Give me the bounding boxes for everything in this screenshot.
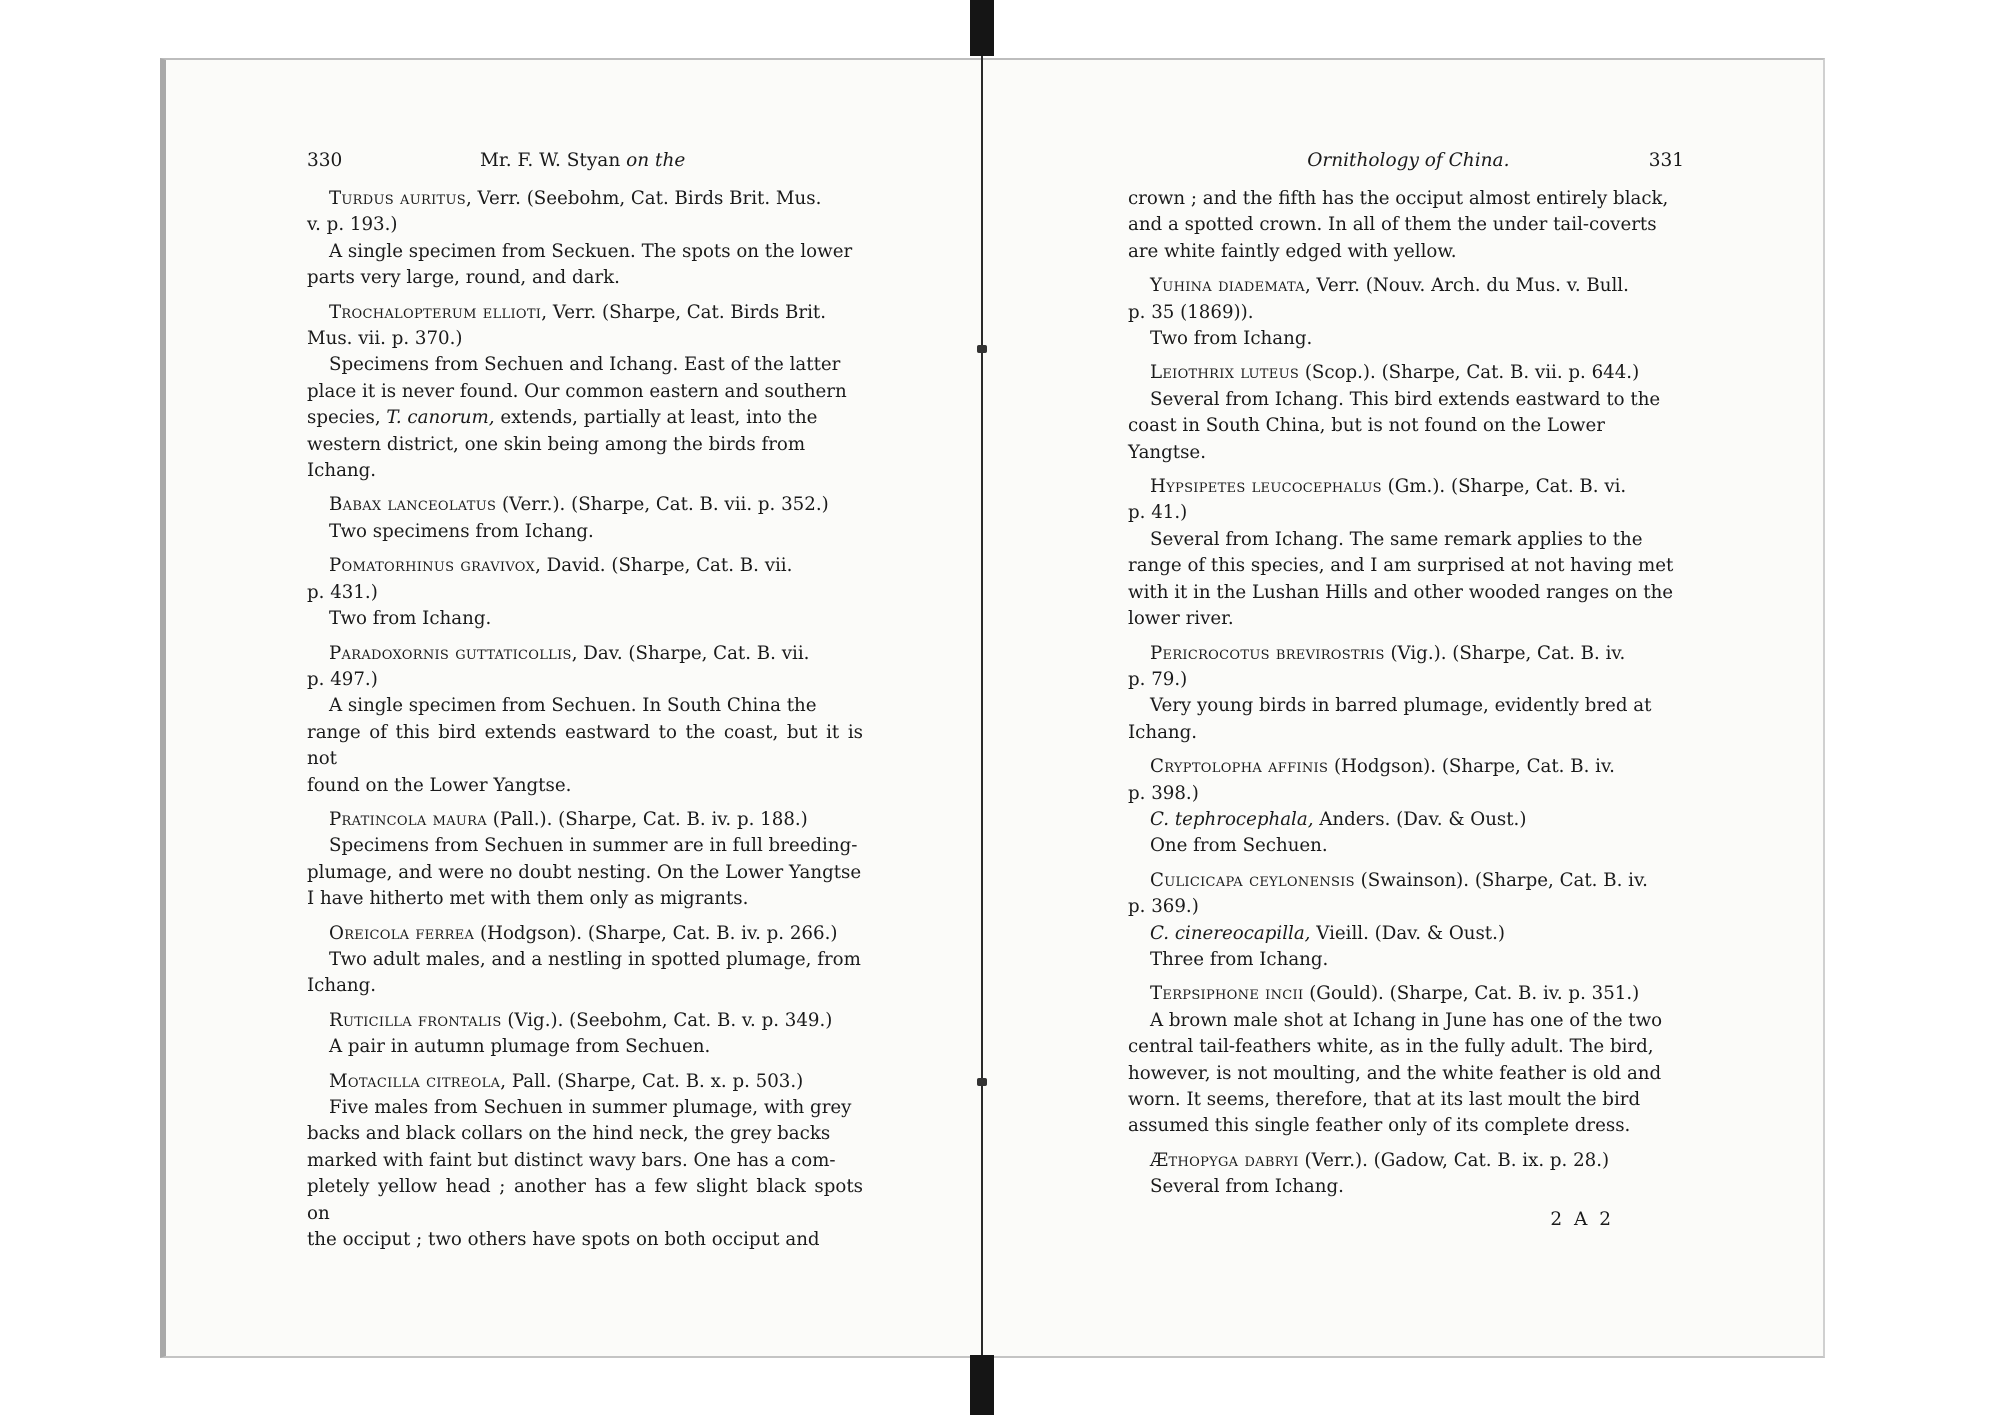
synonym-line: C. cinereocapilla, Vieill. (Dav. & Oust.) [1150,922,1505,944]
reference-cont: p. 41.) [1128,502,1188,524]
species-entry [307,186,863,292]
entry-heading: Yuhina diademata, Verr. (Nouv. Arch. du Mus. v. Bull. [1150,275,1629,297]
reference-cont: p. 79.) [1128,668,1188,690]
synonym-name: C. cinereocapilla, [1150,922,1311,944]
entry-heading: Motacilla citreola, Pall. (Sharpe, Cat. B. x. p. 503.) [329,1070,804,1092]
species-name: Cryptolopha affinis [1150,756,1329,778]
entry-heading: Æthopyga dabryi (Verr.). (Gadow, Cat. B. ix. p. 28.) [1150,1149,1610,1171]
entry-text: Yangtse. [1128,441,1206,463]
entry-text: species, T. canorum, extends, partially at least, into the [307,407,818,429]
entry-text: range of this species, and I am surprised at not having met [1128,555,1674,577]
entry-text: parts very large, round, and dark. [307,267,620,289]
reference-cont: p. 35 (1869)). [1128,301,1254,323]
entry-text: Very young birds in barred plumage, evidently bred at [1150,695,1652,717]
running-head-title: Ornithology of China. [1307,150,1510,171]
entry-heading: Terpsiphone incii (Gould). (Sharpe, Cat. B. iv. p. 351.) [1150,983,1640,1005]
entry-text: central tail-feathers white, as in the fully adult. The bird, [1128,1036,1654,1058]
species-name: Culicicapa ceylonensis [1150,869,1355,891]
entry-heading: Paradoxornis guttaticollis, Dav. (Sharpe, Cat. B. vii. [329,642,810,664]
species-entry [1128,273,1684,352]
reference-cont: p. 369.) [1128,896,1199,918]
species-name: Hypsipetes leucocephalus [1150,476,1382,498]
species-name: Babax lanceolatus [329,494,497,516]
species-name: Pratincola maura [329,808,487,830]
entry-text: Two from Ichang. [1150,328,1313,350]
entry-text: and a spotted crown. In all of them the under tail-coverts [1128,214,1657,236]
species-name: Pericrocotus brevirostris [1150,642,1385,664]
entry-heading: Leiothrix luteus (Scop.). (Sharpe, Cat. B. vii. p. 644.) [1150,362,1640,384]
entry-text: range of this bird extends eastward to the coast, but it is not [307,721,863,770]
species-name: Turdus auritus [329,188,466,209]
entry-text: are white faintly edged with yellow. [1128,240,1457,262]
entry-text: Specimens from Sechuen and Ichang. East of the latter [329,354,841,376]
entry-text: found on the Lower Yangtse. [307,774,572,796]
species-name: Yuhina diademata [1150,275,1305,297]
entry-heading: Oreicola ferrea (Hodgson). (Sharpe, Cat. B. iv. p. 266.) [329,922,838,944]
species-entry [307,921,863,1000]
entry-text: plumage, and were no doubt nesting. On the Lower Yangtse [307,861,862,883]
species-entry [1128,641,1684,747]
entry-text: A brown male shot at Ichang in June has one of the two [1150,1009,1663,1031]
entry-text: however, is not moulting, and the white feather is old and [1128,1062,1662,1084]
entry-heading: Pomatorhinus gravivox, David. (Sharpe, Cat. B. vii. [329,555,793,577]
entry-text: worn. It seems, therefore, that at its last moult the bird [1128,1089,1641,1110]
stitch-mark [977,1078,987,1086]
entry-text: coast in South China, but is not found on the Lower [1128,415,1605,437]
reference-cont: Mus. vii. p. 370.) [307,328,463,350]
stitch-mark [977,345,987,353]
entry-text: Two adult males, and a nestling in spotted plumage, from [329,948,861,970]
book-gutter [968,0,1000,1415]
species-name: Oreicola ferrea [329,922,475,944]
species-entry [1128,1148,1684,1201]
reference-cont: p. 497.) [307,668,378,690]
entry-text: A pair in autumn plumage from Sechuen. [329,1036,711,1058]
entry-text: Several from Ichang. The same remark applies to the [1150,528,1643,550]
species-entry [1128,754,1684,860]
entry-text: Ichang. [1128,721,1198,743]
entry-text: backs and black collars on the hind neck, the grey backs [307,1123,831,1145]
entry-text: Three from Ichang. [1150,948,1329,970]
page-number: 330 [307,150,343,171]
species-entry [307,641,863,799]
entry-text: Specimens from Sechuen in summer are in full breeding- [329,835,858,857]
entry-text: A single specimen from Sechuen. In South China the [329,695,817,717]
entry-text: with it in the Lushan Hills and other wooded ranges on the [1128,581,1674,603]
entry-text: marked with faint but distinct wavy bars. One has a com- [307,1149,836,1171]
reference-cont: p. 431.) [307,581,378,603]
species-entry [307,1008,863,1061]
running-head [1128,150,1684,174]
entry-heading: Hypsipetes leucocephalus (Gm.). (Sharpe, Cat. B. vi. [1150,476,1627,498]
species-entry [307,1069,863,1254]
entry-text: pletely yellow head ; another has a few slight black spots on [307,1176,863,1224]
species-entry [1128,360,1684,466]
species-name: Trochalopterum ellioti [329,301,542,323]
species-name: Ruticilla frontalis [329,1009,502,1031]
entry-text: crown ; and the fifth has the occiput almost entirely black, [1128,188,1669,209]
entry-text: Several from Ichang. [1150,1176,1344,1198]
carryover-text [1128,186,1684,265]
right-page [1128,150,1684,1230]
entry-text: place it is never found. Our common eastern and southern [307,380,847,402]
reference-cont: v. p. 193.) [307,214,398,236]
species-name: Motacilla citreola [329,1070,501,1092]
species-name-italic: T. canorum, [386,407,495,429]
entry-text: Ichang. [307,975,377,997]
entry-text: Two from Ichang. [329,608,492,630]
species-entry [307,300,863,485]
entry-text: I have hitherto met with them only as migrants. [307,888,749,910]
synonym-name: C. tephrocephala, [1150,808,1314,830]
entry-text: One from Sechuen. [1150,835,1328,857]
reference-cont: p. 398.) [1128,782,1199,804]
species-entry [1128,868,1684,974]
species-name: Paradoxornis guttaticollis [329,642,572,664]
species-entry [307,807,863,913]
signature-mark: 2 A 2 [1550,1208,1614,1230]
page-number: 331 [1648,150,1684,171]
entry-heading: Cryptolopha affinis (Hodgson). (Sharpe, Cat. B. iv. [1150,756,1615,778]
entry-heading: Ruticilla frontalis (Vig.). (Seebohm, Cat. B. v. p. 349.) [329,1009,833,1031]
binding-band-bottom [970,1355,994,1415]
left-page [307,150,863,1261]
entry-heading: Culicicapa ceylonensis (Swainson). (Sharpe, Cat. B. iv. [1150,869,1648,891]
binding-band-top [970,0,994,56]
entry-text: Five males from Sechuen in summer plumage, with grey [329,1097,852,1118]
entry-heading: Trochalopterum ellioti, Verr. (Sharpe, Cat. Birds Brit. [329,301,826,323]
entry-text: Several from Ichang. This bird extends eastward to the [1150,388,1661,410]
species-name: Leiothrix luteus [1150,362,1300,384]
entry-text: western district, one skin being among the birds from [307,433,806,455]
species-entry [1128,981,1684,1139]
species-name: Pomatorhinus gravivox [329,555,536,577]
entry-heading: Pratincola maura (Pall.). (Sharpe, Cat. B. iv. p. 188.) [329,808,808,830]
entry-heading: Turdus auritus, Verr. (Seebohm, Cat. Birds Brit. Mus. [329,188,822,209]
entry-text: the occiput ; two others have spots on both occiput and [307,1229,820,1251]
entry-text: Two specimens from Ichang. [329,520,594,542]
synonym-line: C. tephrocephala, Anders. (Dav. & Oust.) [1150,808,1527,830]
entry-text: Ichang. [307,460,377,482]
species-entry [1128,474,1684,632]
entry-text: A single specimen from Seckuen. The spots on the lower [329,240,853,262]
species-entry [307,553,863,632]
species-entry [307,492,863,545]
entry-text: assumed this single feather only of its complete dress. [1128,1115,1631,1137]
entry-text: lower river. [1128,608,1234,630]
running-head-title: Mr. F. W. Styan on the [479,150,686,171]
entry-heading: Pericrocotus brevirostris (Vig.). (Sharpe, Cat. B. iv. [1150,642,1626,664]
species-name: Terpsiphone incii [1150,983,1304,1005]
entry-heading: Babax lanceolatus (Verr.). (Sharpe, Cat. B. vii. p. 352.) [329,494,829,516]
species-name: Æthopyga dabryi [1150,1149,1299,1171]
gutter-line [981,56,983,1356]
running-head [307,150,863,174]
